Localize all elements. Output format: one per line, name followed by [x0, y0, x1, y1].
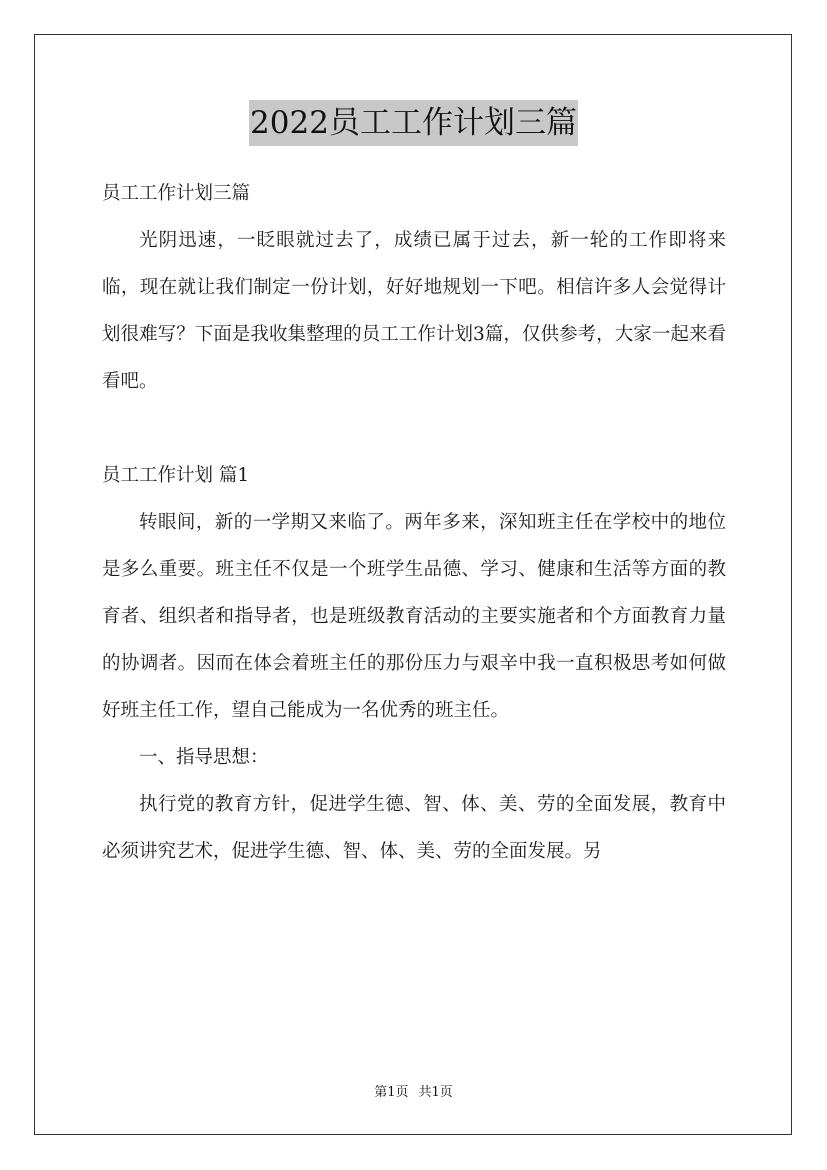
intro-paragraph: 光阴迅速，一眨眼就过去了，成绩已属于过去，新一轮的工作即将来临，现在就让我们制定一份计划，好好地规划一下吧。相信许多人会觉得计划很难写？下面是我收集整理的员工工作计划3篇，仅供参考，大家一起来看看吧。 [102, 230, 726, 392]
page-number: 第1页 [374, 1085, 409, 1100]
document-subtitle: 员工工作计划三篇 [102, 183, 251, 204]
section1-heading: 员工工作计划 篇1 [102, 465, 250, 486]
document-title: 2022员工工作计划三篇 [249, 100, 578, 146]
page-footer [0, 1084, 827, 1102]
section-spacer [102, 405, 726, 452]
point1-paragraph: 执行党的教育方针，促进学生德、智、体、美、劳的全面发展，教育中必须讲究艺术，促进学生德、智、体、美、劳的全面发展。另 [102, 794, 726, 862]
point1-heading: 一、指导思想： [139, 747, 269, 768]
page-total: 共1页 [418, 1085, 453, 1100]
section1-paragraph: 转眼间，新的一学期又来临了。两年多来，深知班主任在学校中的地位是多么重要。班主任不仅是一个班学生品德、学习、健康和生活等方面的教育者、组织者和指导者，也是班级教育活动的主要实施者和个方面教育力量的协调者。因而在体会着班主任的那份压力与艰辛中我一直积极思考如何做好班主任工作，望自己能成为一名优秀的班主任。 [102, 512, 726, 721]
document-body [102, 170, 726, 875]
title-container [0, 100, 827, 146]
